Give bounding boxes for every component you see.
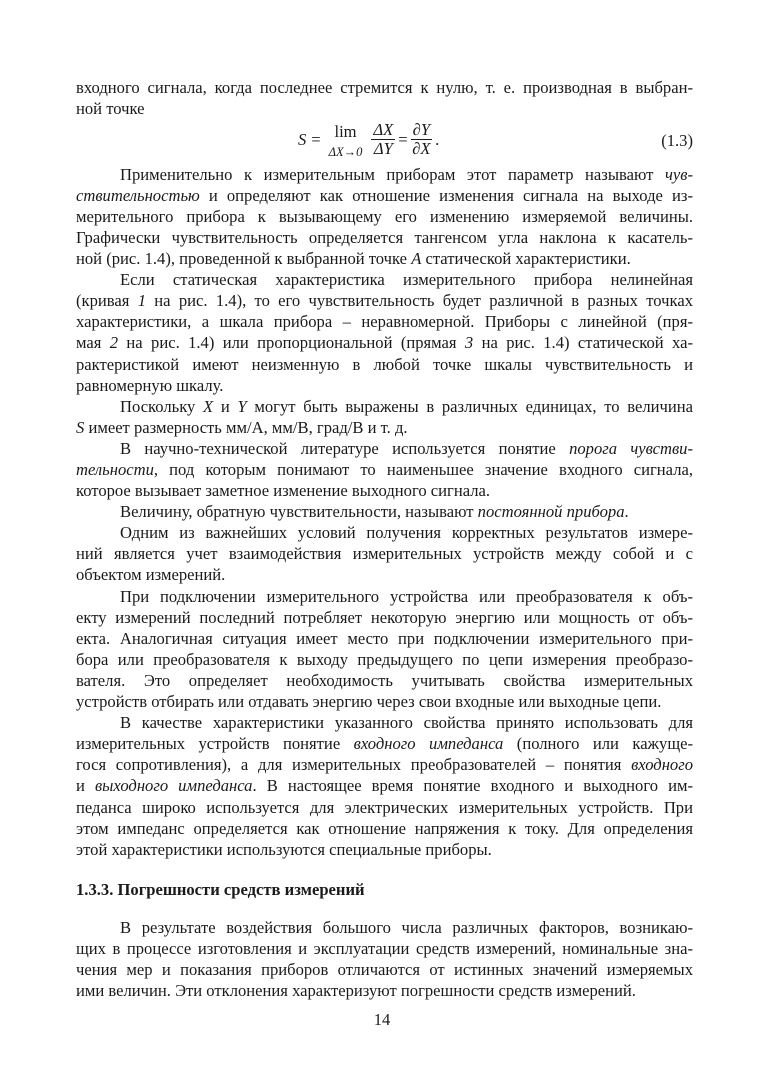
text-line — [76, 480, 693, 501]
text-run: на рис. 1.4), то его чувствительность будет различной в разных точках — [145, 291, 693, 311]
text-line — [76, 775, 693, 796]
text-line — [76, 754, 693, 775]
text-line — [76, 839, 693, 860]
section-paragraphs — [76, 917, 693, 1001]
text-run: объектом измерений. — [76, 565, 226, 585]
italic-term: входного импеданса — [353, 734, 504, 754]
text-run: чения мер и показания приборов отличаются от истинных значений измеряемых — [76, 959, 693, 979]
italic-term: Y — [237, 396, 247, 416]
text-run: мерительного прибора к вызывающему его изменению измеряемой величины. — [76, 206, 693, 226]
text-run: этом импеданс определяется как отношение напряжения к току. Для определения — [76, 818, 693, 838]
text-run: . — [624, 502, 629, 522]
italic-term: чув- — [664, 164, 693, 184]
paragraph — [76, 917, 693, 1001]
section-heading: 1.3.3. Погрешности средств измерений — [76, 879, 365, 899]
text-line — [76, 818, 693, 839]
formula-expression — [298, 121, 439, 158]
text-run: равномерную шкалу. — [76, 375, 224, 395]
text-line — [76, 164, 693, 185]
text-run: щих в процессе изготовления и эксплуатации средств измерений, номинальные зна- — [76, 938, 693, 958]
text-run: устройств отбирать или отдавать энергию через свои входные или выходные цепи. — [76, 692, 662, 712]
text-run: В качестве характеристики указанного свойства принято использовать для — [120, 713, 693, 733]
italic-term: 3 — [464, 333, 474, 353]
text-run: Применительно к измерительным приборам этот параметр называют — [120, 164, 665, 184]
text-line — [76, 980, 693, 1001]
text-run: на рис. 1.4) статической ха- — [473, 333, 694, 353]
fraction-denominator: ΔY — [373, 139, 393, 159]
page-number: 14 — [373, 1010, 391, 1029]
paragraph — [76, 269, 693, 396]
text-run: на рис. 1.4) или пропорциональной (прямая — [118, 333, 465, 353]
italic-term: 1 — [137, 291, 146, 311]
text-run: Если статическая характеристика измерительного прибора нелинейная — [120, 270, 693, 290]
italic-term: 2 — [109, 333, 119, 353]
text-line — [76, 332, 693, 353]
text-line — [76, 396, 693, 417]
text-line — [76, 543, 693, 564]
text-run: (кривая — [76, 291, 138, 311]
italic-term: X — [203, 396, 214, 416]
text-line — [76, 607, 693, 628]
formula-equals: = — [398, 130, 408, 150]
text-line — [76, 797, 693, 818]
italic-term: S — [76, 417, 85, 437]
intro-paragraph — [76, 77, 693, 119]
paragraph — [76, 164, 693, 269]
text-line — [76, 77, 693, 98]
text-line — [76, 959, 693, 980]
italic-term: входного — [631, 755, 693, 775]
fraction-partial — [411, 121, 432, 158]
text-run: ной точке — [76, 99, 145, 119]
text-run: , под которым понимают то наименьшее значение входного сигнала, — [153, 460, 693, 479]
text-line — [76, 354, 693, 375]
text-line — [76, 691, 693, 712]
text-line — [76, 248, 693, 269]
paragraph — [76, 586, 693, 713]
text-line — [76, 522, 693, 543]
text-line — [76, 938, 693, 959]
page-body — [76, 77, 693, 1001]
text-line — [76, 649, 693, 670]
formula-1-3 — [76, 119, 693, 164]
italic-term: выходного импеданса — [94, 776, 253, 796]
body-paragraphs — [76, 164, 693, 860]
formula-period: . — [435, 130, 440, 150]
text-line — [76, 206, 693, 227]
text-run: измерительных устройств понятие — [76, 734, 354, 754]
text-run: . В настоящее время понятие входного и выходного им- — [252, 776, 693, 796]
text-run: Поскольку — [120, 396, 204, 416]
text-run: могут быть выражены в различных единицах, то величина — [246, 396, 693, 416]
text-run: В научно-технической литературе используется понятие — [120, 438, 570, 458]
text-run: мая — [76, 333, 110, 353]
text-line — [76, 501, 693, 522]
text-run: и — [213, 396, 238, 416]
text-run: В результате воздействия большого числа различных факторов, возникаю- — [120, 917, 693, 937]
text-line — [76, 586, 693, 607]
text-run: вателя. Это определяет необходимость учитывать свойства измерительных — [76, 670, 693, 690]
text-line — [76, 98, 693, 119]
fraction-delta — [371, 121, 395, 158]
formula-limit — [328, 121, 363, 159]
italic-term: тельности — [76, 460, 154, 479]
text-run: Графически чувствительность определяется тангенсом угла наклона к касатель- — [76, 227, 693, 247]
text-run: и определяют как отношение изменения сигнала на выходе из- — [199, 185, 693, 205]
text-run: (полного или кажуще- — [503, 734, 693, 754]
italic-term: постоянной прибора — [477, 502, 625, 522]
text-run: При подключении измерительного устройства или преобразователя к объ- — [120, 586, 693, 606]
fraction-numerator: ΔX — [373, 120, 394, 140]
text-run: и — [76, 776, 95, 796]
fraction-numerator: ∂Y — [412, 120, 431, 140]
equation-number: (1.3) — [661, 131, 693, 151]
text-run: ими величин. Эти отклонения характеризуют погрешности средств измерений. — [76, 981, 636, 1001]
text-run: Одним из важнейших условий получения корректных результатов измере- — [120, 523, 693, 543]
text-line — [76, 417, 693, 438]
italic-term: ствительностью — [76, 185, 200, 205]
text-run: Величину, обратную чувствительности, называют — [120, 502, 478, 522]
text-line — [76, 438, 693, 459]
text-run: имеет размерность мм/А, мм/В, град/В и т. д. — [84, 417, 408, 437]
text-line — [76, 185, 693, 206]
text-line — [76, 227, 693, 248]
text-line — [76, 712, 693, 733]
paragraph — [76, 522, 693, 585]
paragraph — [76, 501, 693, 522]
limit-label: lim — [334, 121, 357, 141]
text-run: гося сопротивления), а для измерительных преобразователей – понятия — [76, 755, 632, 775]
fraction-denominator: ∂X — [412, 139, 431, 159]
formula-lhs: S — [298, 130, 307, 150]
text-run: педанса широко используется для электрических измерительных устройств. При — [76, 797, 693, 817]
text-run: ной (рис. 1.4), проведенной к выбранной точке — [76, 249, 412, 269]
text-line — [76, 670, 693, 691]
text-run: екту измерений последний потребляет некоторую энергию или мощность от объ- — [76, 607, 693, 627]
italic-term: A — [411, 249, 422, 269]
paragraph — [76, 438, 693, 501]
text-run: бора или преобразователя к выходу предыдущего по цепи измерения преобразо- — [76, 649, 693, 669]
text-line — [76, 375, 693, 396]
paragraph — [76, 396, 693, 438]
text-run: характеристики, а шкала прибора – неравномерной. Приборы с линейной (пря- — [76, 312, 693, 332]
text-line — [76, 917, 693, 938]
limit-subscript: ΔX→0 — [328, 144, 363, 159]
paragraph — [76, 712, 693, 860]
text-line — [76, 459, 693, 480]
text-line — [76, 311, 693, 332]
italic-term: порога чувстви- — [569, 438, 693, 458]
text-run: входного сигнала, когда последнее стремится к нулю, т. е. производная в выбран- — [76, 78, 693, 97]
text-run: ний является учет взаимодействия измерительных устройств между собой и с — [76, 544, 693, 564]
text-line — [76, 628, 693, 649]
text-run: екта. Аналогичная ситуация имеет место при подключении измерительного при- — [76, 628, 693, 648]
text-run: которое вызывает заметное изменение выходного сигнала. — [76, 481, 491, 501]
text-line — [76, 269, 693, 290]
text-run: этой характеристики используются специальные приборы. — [76, 839, 492, 859]
text-line — [76, 290, 693, 311]
text-line — [76, 564, 693, 585]
formula-equals: = — [311, 130, 321, 150]
text-run: рактеристикой имеют неизменную в любой точке шкалы чувствительность и — [76, 354, 693, 374]
text-line — [76, 733, 693, 754]
text-run: статической характеристики. — [421, 249, 631, 269]
